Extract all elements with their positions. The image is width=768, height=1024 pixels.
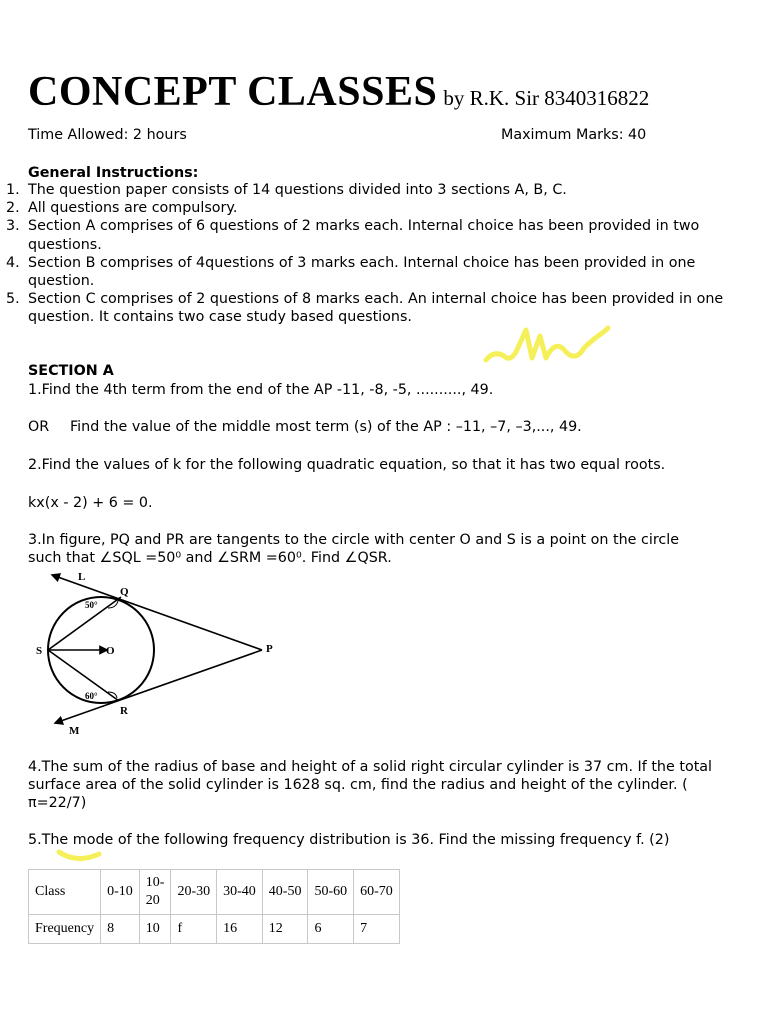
instruction-text: Section C comprises of 2 questions of 8 marks each. An internal choice has been provided in one question. It contains two case study based questions. <box>28 291 724 326</box>
frequency-cell: 7 <box>354 915 400 944</box>
instructions-heading: General Instructions: <box>28 165 199 181</box>
label-m: M <box>69 725 80 737</box>
instruction-item <box>0 290 740 326</box>
table-row <box>29 915 400 944</box>
tangent-line-pr <box>58 650 262 722</box>
maximum-marks: Maximum Marks: 40 <box>501 127 647 143</box>
instruction-number: 3. <box>6 218 20 235</box>
instruction-text: Section A comprises of 6 questions of 2 marks each. Internal choice has been provided in two questions. <box>28 218 700 253</box>
question-1-or: Find the value of the middle most term (s) of the AP : –11, –7, –3,..., 49. <box>70 419 582 435</box>
instruction-item <box>0 254 740 290</box>
label-o: O <box>106 645 115 657</box>
instruction-number: 5. <box>6 291 20 308</box>
instruction-number: 2. <box>6 200 20 217</box>
label-angle-r: 60° <box>85 691 98 701</box>
instruction-number: 1. <box>6 182 20 198</box>
label-l: L <box>78 571 86 583</box>
tangent-line-pq <box>55 576 262 650</box>
chord-sr <box>48 650 119 701</box>
instruction-item <box>0 217 740 253</box>
class-cell: 40-50 <box>262 870 308 915</box>
class-cell <box>139 870 171 915</box>
frequency-cell: f <box>171 915 217 944</box>
label-angle-q: 50° <box>85 600 98 610</box>
instruction-text: The question paper consists of 14 questions divided into 3 sections A, B, C. <box>28 182 567 198</box>
frequency-table <box>28 869 400 944</box>
row-label-frequency: Frequency <box>29 915 101 944</box>
instruction-item <box>0 181 740 199</box>
instruction-number: 4. <box>6 254 20 271</box>
class-cell: 50-60 <box>308 870 354 915</box>
label-r: R <box>120 705 128 717</box>
label-s: S <box>36 645 43 657</box>
question-2: 2.Find the values of k for the following quadratic equation, so that it has two equal roots. <box>28 457 666 473</box>
frequency-cell: 12 <box>262 915 308 944</box>
question-4: 4.The sum of the radius of base and height of a solid right circular cylinder is 37 cm. If the total surface area of the solid cylinder is 1628 sq. cm, find the radius and height of the cylinder. ( π=22/7) <box>28 759 713 811</box>
frequency-cell: 10 <box>139 915 171 944</box>
label-q: Q <box>120 586 129 598</box>
question-1: 1.Find the 4th term from the end of the AP -11, -8, -5, .........., 49. <box>28 382 494 398</box>
question-1-or-label: OR <box>28 419 50 435</box>
class-cell: 60-70 <box>354 870 400 915</box>
highlighter-scribble <box>480 322 615 368</box>
question-5: 5.The mode of the following frequency distribution is 36. Find the missing frequency f. (2) <box>28 832 670 848</box>
instructions-list <box>0 181 740 327</box>
section-a-heading: SECTION A <box>28 363 114 379</box>
question-2-equation: kx(x - 2) + 6 = 0. <box>28 495 153 511</box>
frequency-cell: 8 <box>101 915 140 944</box>
row-label-class: Class <box>29 870 101 915</box>
highlighter-underline <box>55 846 105 866</box>
table-row <box>29 870 400 915</box>
frequency-cell: 6 <box>308 915 354 944</box>
instruction-text: All questions are compulsory. <box>28 200 238 217</box>
byline: by R.K. Sir 8340316822 <box>443 86 650 110</box>
instruction-text: Section B comprises of 4questions of 3 marks each. Internal choice has been provided in one question. <box>28 254 696 290</box>
class-cell: 30-40 <box>217 870 263 915</box>
tangent-circle-figure <box>30 568 290 740</box>
time-allowed: Time Allowed: 2 hours <box>28 127 187 143</box>
class-cell: 20-30 <box>171 870 217 915</box>
frequency-cell: 16 <box>217 915 263 944</box>
class-cell: 0-10 <box>101 870 140 915</box>
question-3-line-1: 3.In figure, PQ and PR are tangents to the circle with center O and S is a point on the circle <box>28 532 680 548</box>
instruction-item <box>0 199 740 217</box>
label-p: P <box>266 643 273 655</box>
class-cell-text: 10- 20 <box>145 875 165 908</box>
page-title: CONCEPT CLASSES <box>28 69 438 115</box>
question-3-line-2: such that ∠SQL =50⁰ and ∠SRM =60⁰. Find ∠QSR. <box>28 550 392 566</box>
page-header <box>28 68 649 116</box>
